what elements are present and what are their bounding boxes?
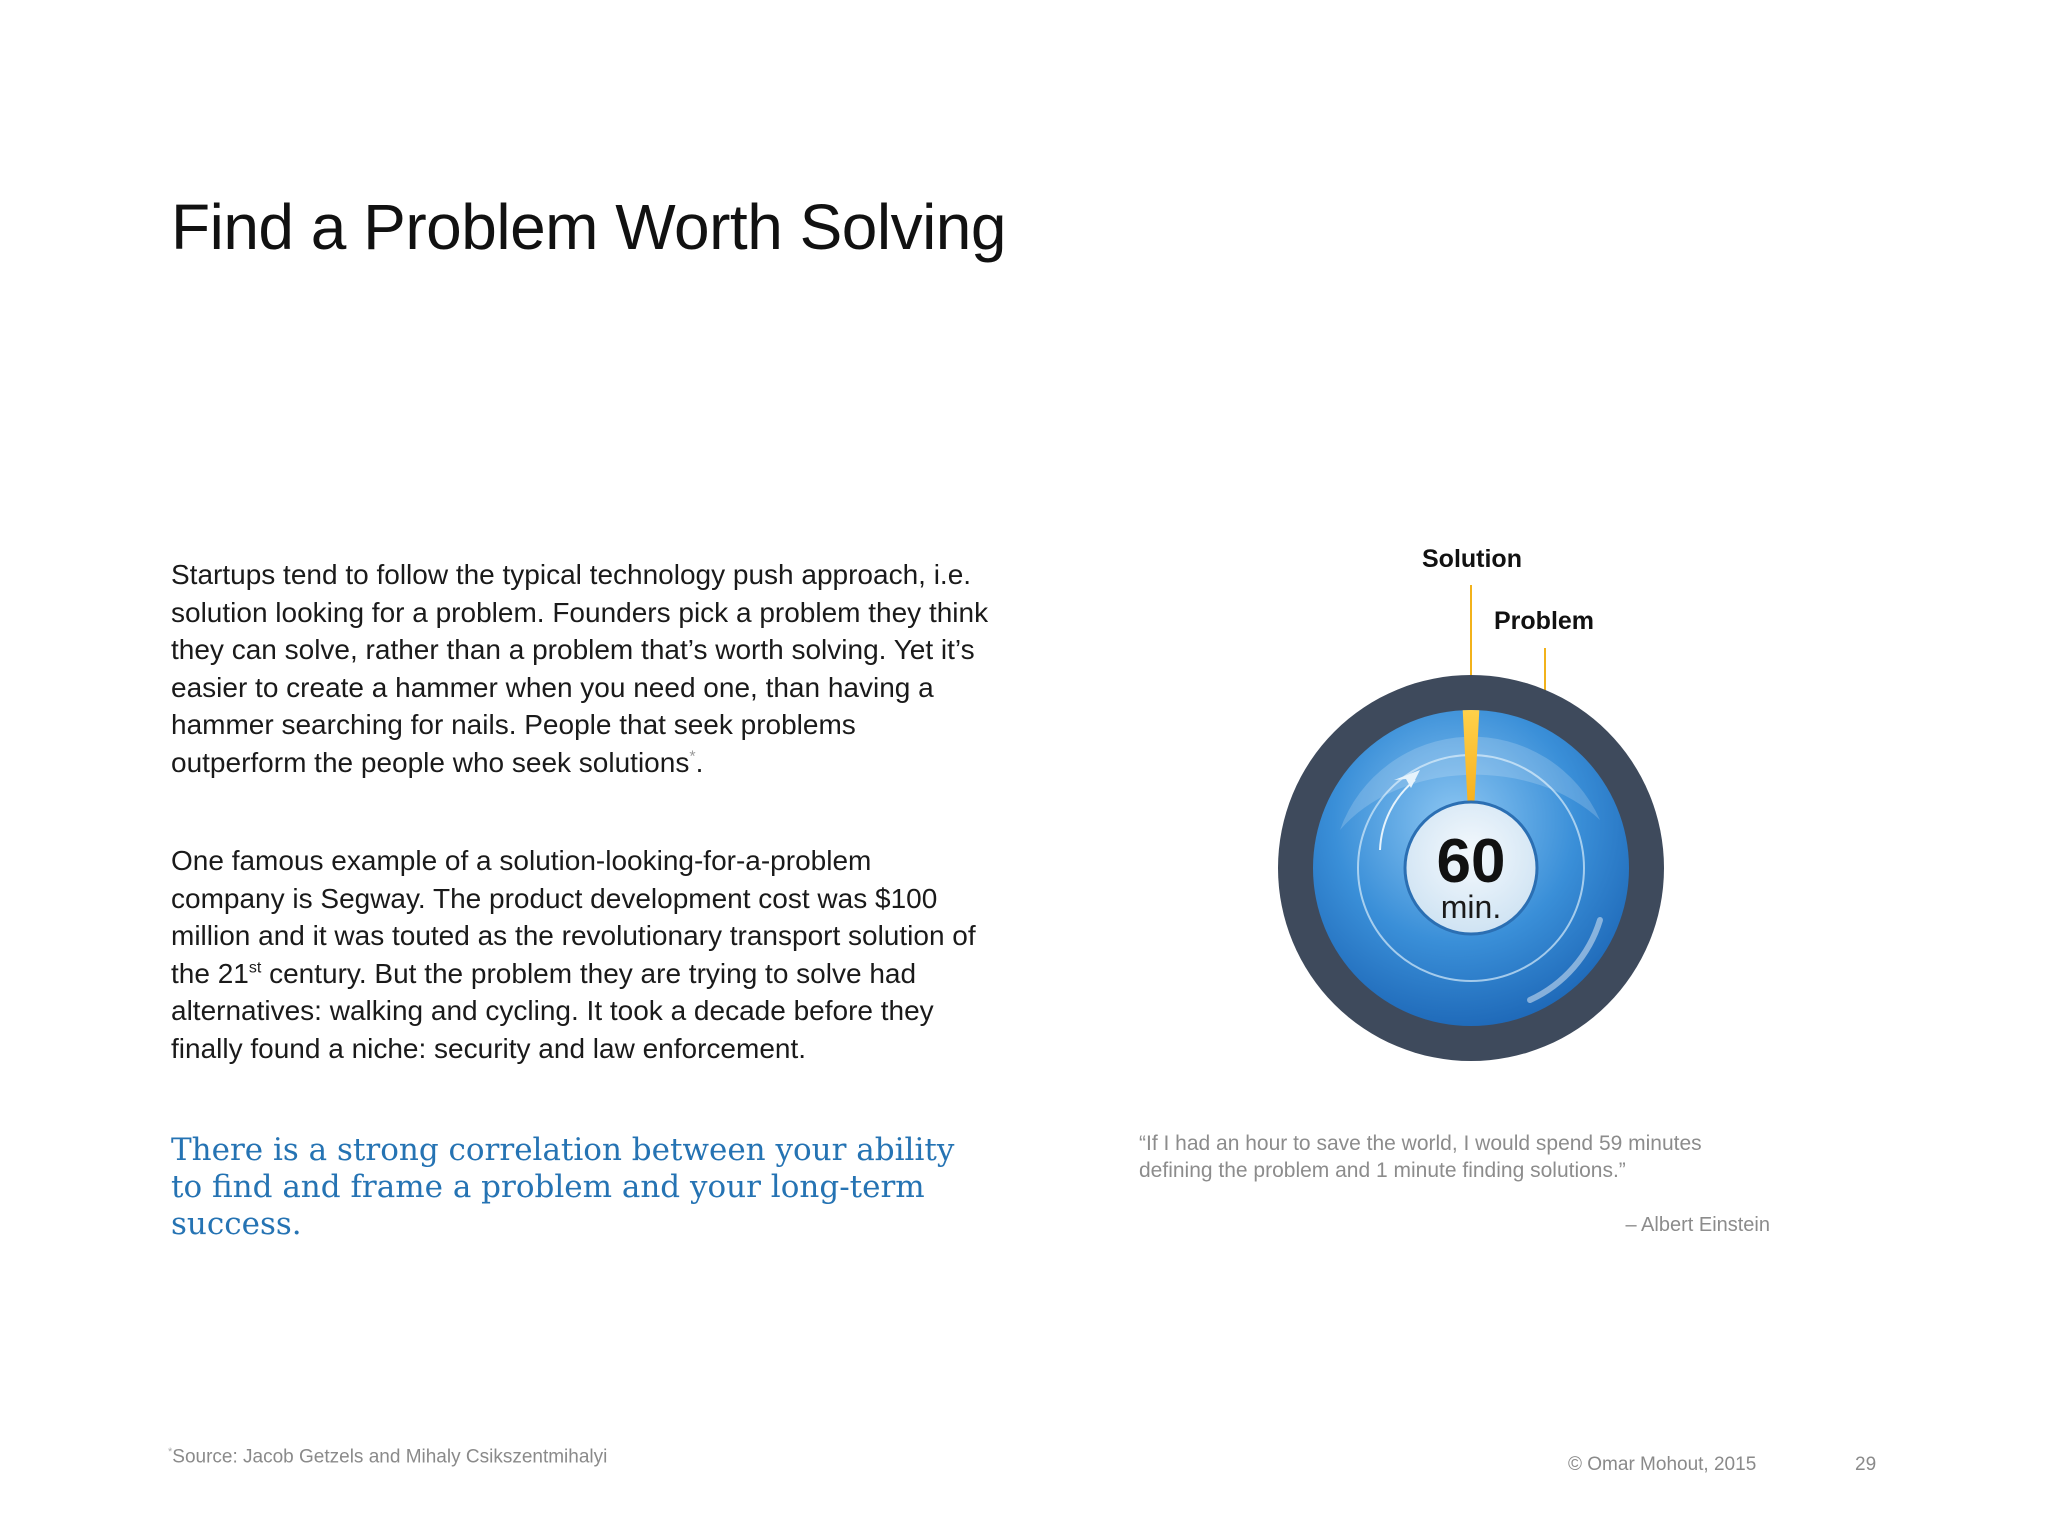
segway-paragraph <box>171 842 991 1067</box>
intro-paragraph-end: . <box>695 746 704 778</box>
intro-paragraph-text: Startups tend to follow the typical technology push approach, i.e. solution looking for a problem. Founders pick a problem they think they can solve, rather than a problem that’s worth solving. Yet it’s easier to create a hammer when you need one, than having a hammer searching for nails. People that seek problems outperform the people who seek solutions <box>171 559 989 778</box>
footnote-mark: * <box>168 1446 173 1458</box>
copyright: © Omar Mohout, 2015 <box>1568 1454 1757 1475</box>
stopwatch-illustration <box>1270 530 1690 1070</box>
segway-paragraph-rest: century. But the problem they are trying to solve had alternatives: walking and cycling. It took a decade before they finally found a niche: security and law enforcement. <box>171 957 934 1064</box>
intro-paragraph <box>171 556 991 781</box>
segway-paragraph-text: One famous example of a solution-looking-for-a-problem company is Segway. The product development cost was $100 million and it was touted as the revolutionary transport solution of the 21 <box>171 845 976 989</box>
einstein-quote: “If I had an hour to save the world, I would spend 59 minutes defining the problem and 1 minute finding solutions.” <box>1139 1132 1702 1182</box>
timer-value: 60 <box>1436 827 1506 896</box>
footnote-text: Source: Jacob Getzels and Mihaly Csikszentmihalyi <box>172 1446 608 1468</box>
page-title: Find a Problem Worth Solving <box>171 191 1006 263</box>
solution-label: Solution <box>1422 545 1522 573</box>
problem-label: Problem <box>1494 607 1595 635</box>
quote-attribution: – Albert Einstein <box>1625 1214 1770 1236</box>
timer-unit: min. <box>1440 889 1502 925</box>
callout-text: There is a strong correlation between your ability to find and frame a problem and your long-term success. <box>171 1132 955 1242</box>
ordinal-superscript: st <box>248 959 262 977</box>
footnote-reference: * <box>689 748 696 766</box>
source-footnote <box>168 1446 607 1468</box>
page-number: 29 <box>1855 1454 1877 1475</box>
